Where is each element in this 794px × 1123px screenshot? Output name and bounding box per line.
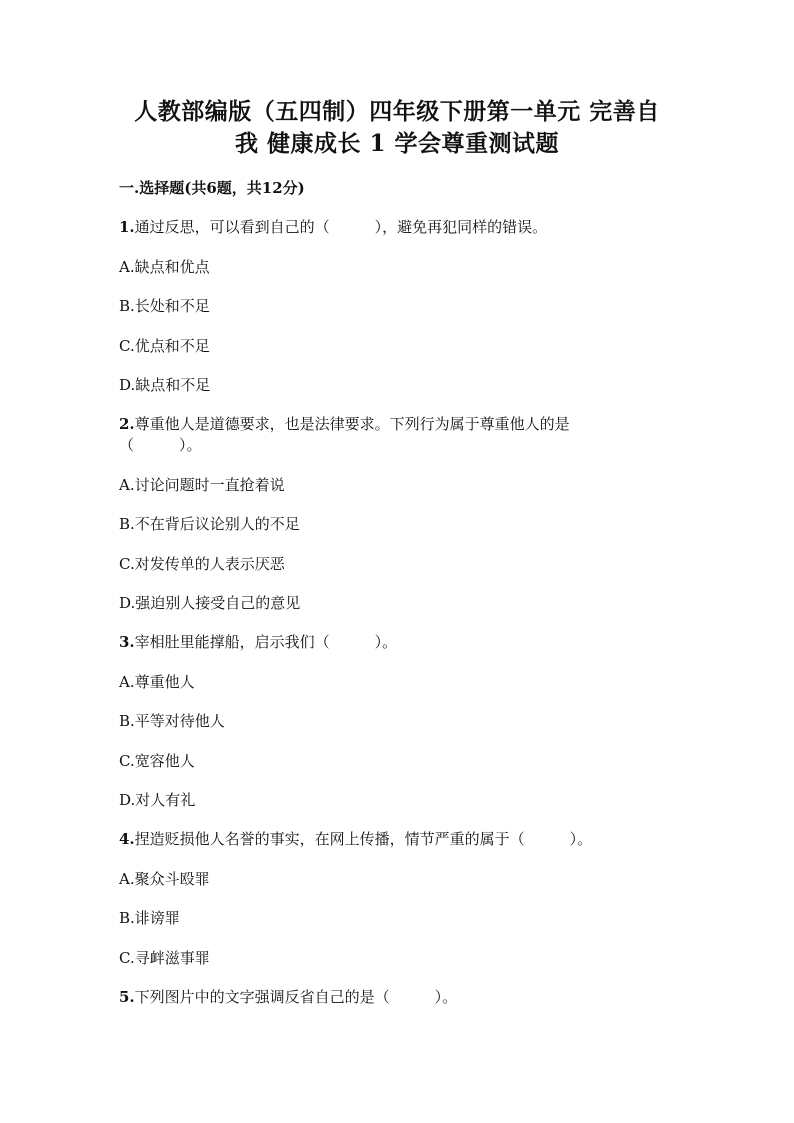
- question-stem: 尊重他人是道德要求，也是法律要求。下列行为属于尊重他人的是: [134, 415, 570, 433]
- question-number: 3.: [119, 633, 135, 651]
- question-5: [119, 987, 457, 1007]
- option-1a: A.缺点和优点: [119, 258, 210, 276]
- question-4: [119, 829, 592, 849]
- question-2: [119, 414, 570, 434]
- option-3a: A.尊重他人: [119, 673, 195, 691]
- question-stem: 下列图片中的文字强调反省自己的是（ ）。: [134, 988, 458, 1006]
- question-stem: 通过反思，可以看到自己的（ ），避免再犯同样的错误。: [134, 218, 548, 236]
- option-2d: D.强迫别人接受自己的意见: [119, 594, 301, 612]
- question-1: [119, 217, 547, 237]
- section-heading: 一.选择题(共6题，共12分): [119, 179, 305, 197]
- question-number: 5.: [119, 988, 135, 1006]
- option-4a: A.聚众斗殴罪: [119, 870, 210, 888]
- question-number: 1.: [119, 218, 135, 236]
- question-number: 2.: [119, 415, 135, 433]
- page-title-line-1: 人教部编版（五四制）四年级下册第一单元 完善自: [134, 98, 660, 125]
- question-2-continuation: （ ）。: [119, 436, 202, 454]
- option-1b: B.长处和不足: [119, 297, 210, 315]
- page-title-line-2: 我 健康成长 1 学会尊重测试题: [234, 130, 560, 157]
- question-stem: 捏造贬损他人名誉的事实，在网上传播，情节严重的属于（ ）。: [134, 830, 593, 848]
- question-stem: 宰相肚里能撑船，启示我们（ ）。: [134, 633, 398, 651]
- option-3c: C.宽容他人: [119, 752, 195, 770]
- option-2b: B.不在背后议论别人的不足: [119, 515, 300, 533]
- option-3d: D.对人有礼: [119, 791, 196, 809]
- option-2a: A.讨论问题时一直抢着说: [119, 476, 285, 494]
- option-3b: B.平等对待他人: [119, 712, 225, 730]
- option-1c: C.优点和不足: [119, 337, 210, 355]
- option-1d: D.缺点和不足: [119, 376, 211, 394]
- option-4c: C.寻衅滋事罪: [119, 949, 210, 967]
- option-4b: B.诽谤罪: [119, 909, 180, 927]
- option-2c: C.对发传单的人表示厌恶: [119, 555, 285, 573]
- question-3: [119, 632, 397, 652]
- question-number: 4.: [119, 830, 135, 848]
